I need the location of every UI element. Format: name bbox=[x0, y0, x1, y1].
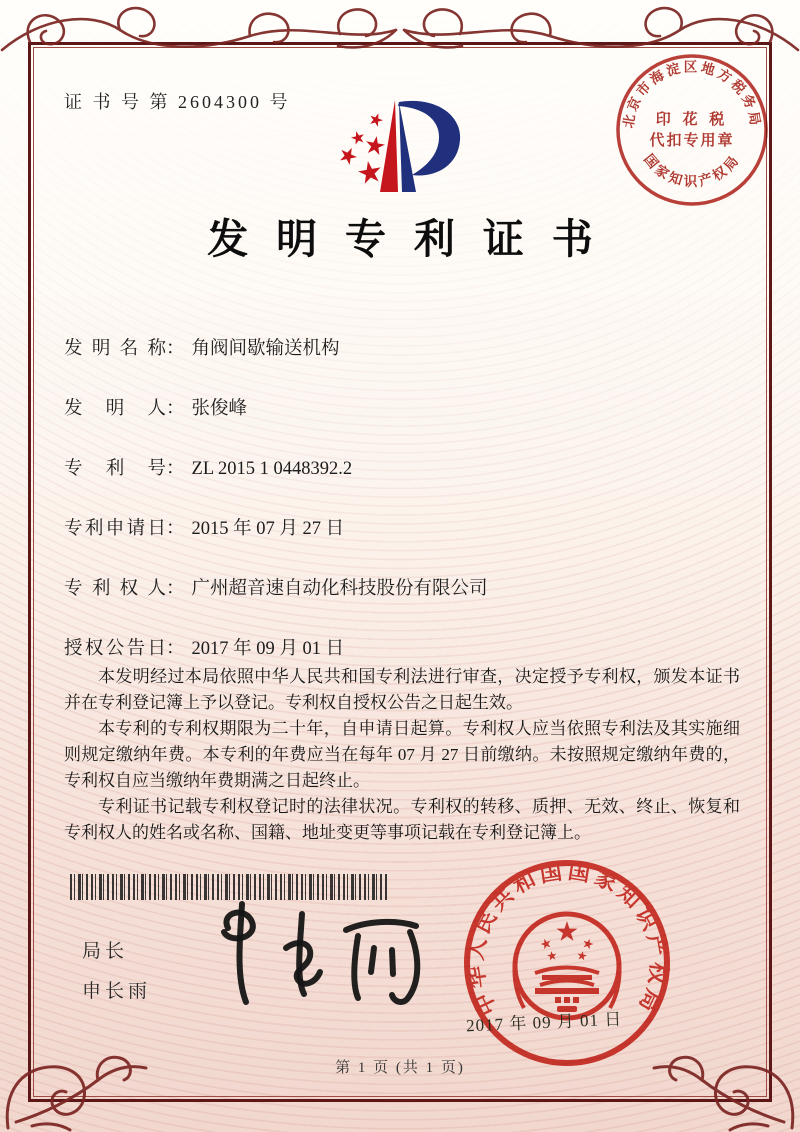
barcode bbox=[70, 874, 388, 900]
seal-date: 2017 年 09 月 01 日 bbox=[465, 1009, 623, 1036]
field-value: 张俊峰 bbox=[191, 399, 248, 419]
field-label: 发明名称 bbox=[64, 339, 166, 359]
stamp-arc-bottom-text: 国家知识产权局 bbox=[641, 151, 743, 190]
stamp-center-line2: 代扣专用章 bbox=[649, 133, 735, 149]
field-value: 2017 年 09 月 01 日 bbox=[191, 639, 345, 659]
field-value: 角阀间歇输送机构 bbox=[191, 339, 340, 359]
body-paragraph: 本发明经过本局依照中华人民共和国专利法进行审查，决定授予专利权，颁发本证书并在专利登记簿上予以登记。专利权自授权公告之日起生效。 bbox=[64, 667, 740, 712]
colon: ： bbox=[166, 339, 185, 359]
certificate-number: 证 书 号 第 2604300 号 bbox=[64, 92, 291, 112]
colon: ： bbox=[166, 639, 185, 659]
field-invention-name bbox=[64, 334, 488, 357]
colon: ： bbox=[166, 399, 185, 419]
field-inventor bbox=[64, 394, 488, 417]
director-name: 申长雨 bbox=[82, 981, 152, 1002]
field-patent-number bbox=[64, 454, 488, 477]
bottom-right-flourish-icon bbox=[648, 1042, 798, 1132]
svg-text:国家知识产权局 bbox=[641, 151, 743, 189]
field-patentee bbox=[64, 574, 488, 597]
stamp-center-line1: 印 花 税 bbox=[655, 112, 729, 128]
legal-text-block bbox=[64, 664, 740, 846]
field-value: 广州超音速自动化科技股份有限公司 bbox=[191, 579, 488, 599]
page-footer: 第 1 页 (共 1 页) bbox=[335, 1060, 465, 1076]
bottom-left-flourish-icon bbox=[2, 1042, 152, 1132]
colon: ： bbox=[166, 459, 185, 479]
director-signature-icon bbox=[170, 898, 450, 1013]
body-paragraph: 专利证书记载专利权登记时的法律状况。专利权的转移、质押、无效、终止、恢复和专利权人的姓名或名称、国籍、地址变更等事项记载在专利登记簿上。 bbox=[64, 797, 740, 842]
field-label: 发明人 bbox=[64, 399, 166, 419]
field-value: ZL 2015 1 0448392.2 bbox=[191, 459, 353, 479]
svg-text:中华人民共和国国家知识产权局 bbox=[462, 858, 672, 1019]
tax-withholding-stamp-icon bbox=[612, 50, 772, 210]
field-filing-date bbox=[64, 514, 488, 537]
seal-arc-text: 中华人民共和国国家知识产权局 bbox=[462, 858, 672, 1020]
national-emblem-icon bbox=[515, 914, 620, 1018]
field-label: 专利号 bbox=[64, 459, 166, 479]
colon: ： bbox=[166, 519, 185, 539]
cnipa-logo-icon bbox=[332, 80, 502, 205]
field-label: 专利申请日 bbox=[64, 519, 166, 539]
field-grant-date bbox=[64, 634, 488, 657]
certificate-title: 发明专利证书 bbox=[207, 216, 621, 262]
field-label: 专利权人 bbox=[64, 579, 166, 599]
field-list bbox=[64, 334, 488, 694]
director-title: 局长 bbox=[82, 941, 129, 962]
stamp-arc-top-text: 北京市海淀区地方税务局 bbox=[620, 59, 764, 130]
body-paragraph: 本专利的专利权期限为二十年，自申请日起算。专利权人应当依照专利法及其实施细则规定缴纳年费。本专利的年费应当在每年 07 月 27 日前缴纳。未按照规定缴纳年费的，专利权自应当缴纳年费期满之日起终止。 bbox=[64, 719, 740, 790]
field-value: 2015 年 07 月 27 日 bbox=[191, 519, 345, 539]
field-label: 授权公告日 bbox=[64, 639, 166, 659]
colon: ： bbox=[166, 579, 185, 599]
